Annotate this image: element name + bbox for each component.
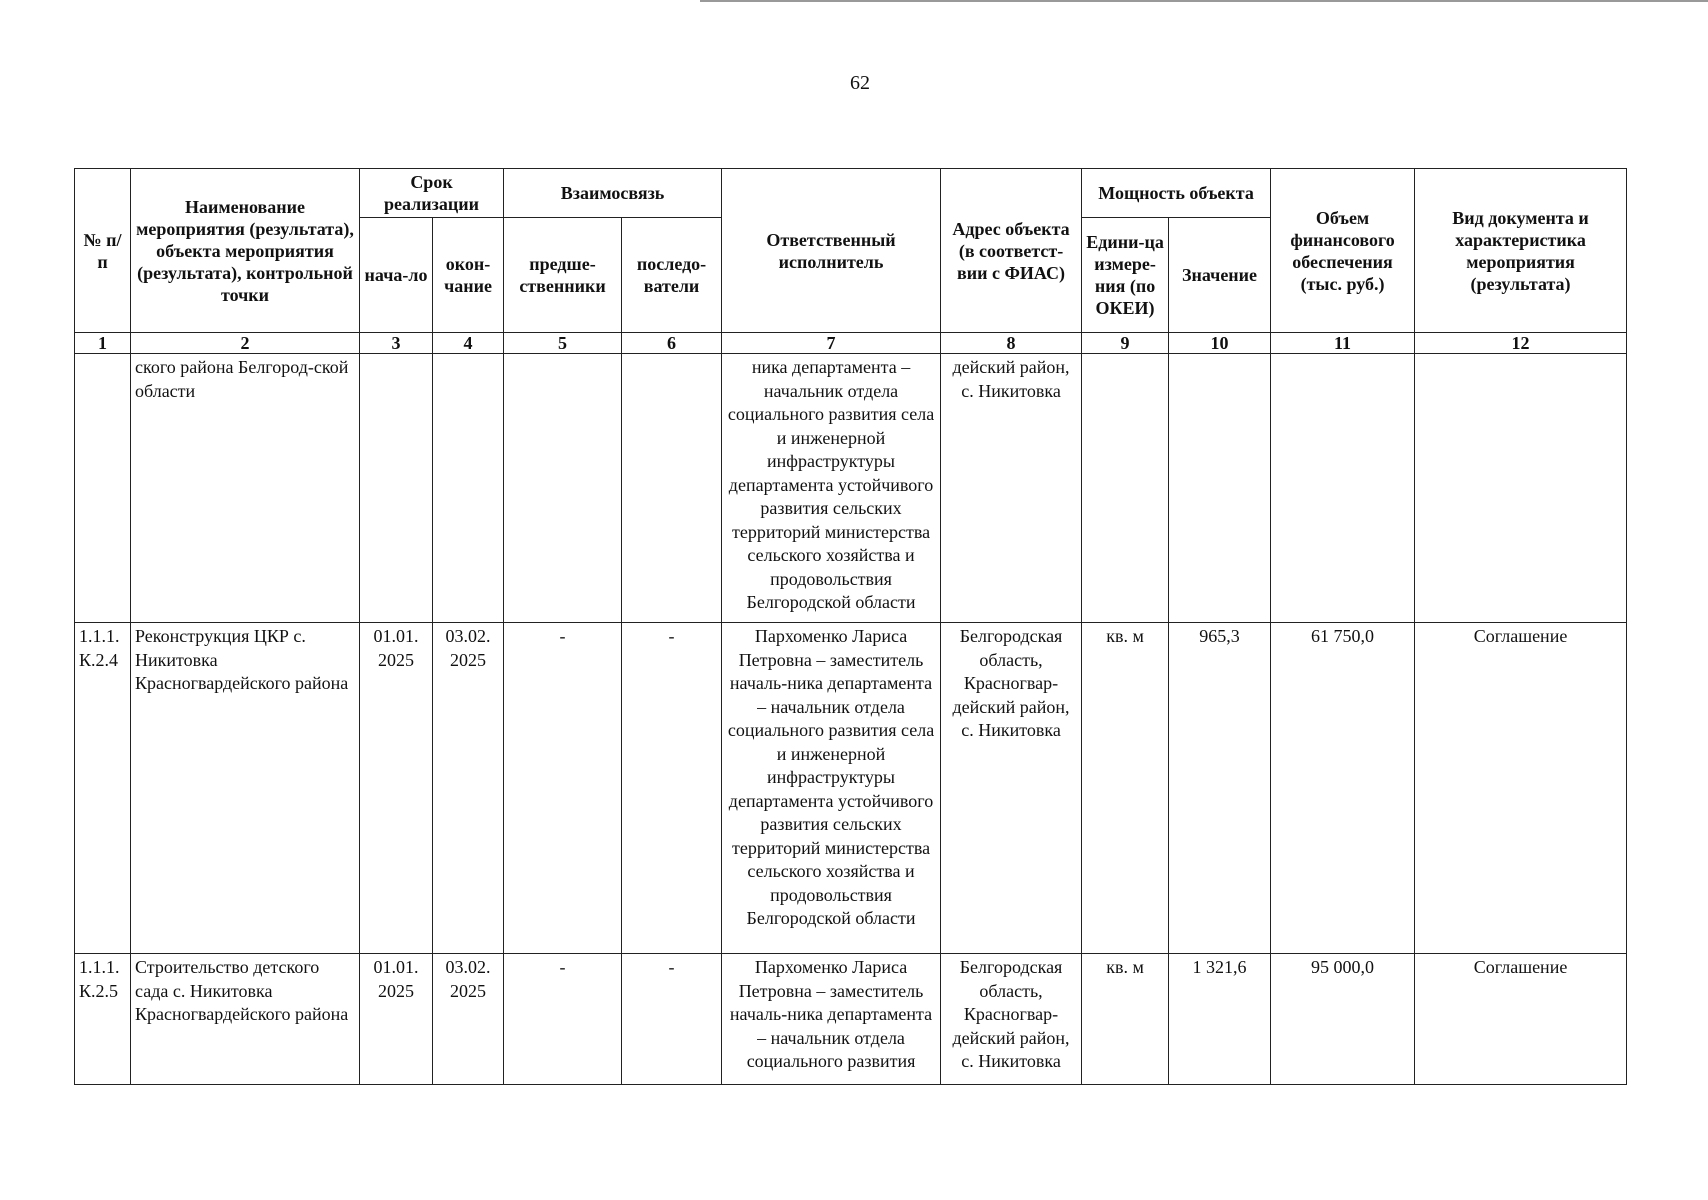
table-row (75, 354, 1627, 623)
header-num: № п/п (75, 169, 131, 333)
header-predecessors: предше-ственники (504, 218, 622, 333)
header-document: Вид документа и характеристика мероприятия (результата) (1415, 169, 1627, 333)
cell-predecessors: - (504, 954, 622, 1085)
column-number: 9 (1082, 333, 1169, 354)
activities-table (74, 168, 1627, 1085)
column-number: 11 (1271, 333, 1415, 354)
header-start: нача-ло (360, 218, 433, 333)
header-responsible: Ответственный исполнитель (722, 169, 941, 333)
column-number: 4 (433, 333, 504, 354)
table-row (75, 623, 1627, 954)
cell-end: 03.02. 2025 (433, 623, 504, 954)
column-number: 8 (941, 333, 1082, 354)
column-number: 7 (722, 333, 941, 354)
cell-finance: 61 750,0 (1271, 623, 1415, 954)
cell-unit (1082, 354, 1169, 623)
cell-address: Белгородская область, Красногвар-дейский район, с. Никитовка (941, 954, 1082, 1085)
cell-finance: 95 000,0 (1271, 954, 1415, 1085)
cell-successors (622, 354, 722, 623)
header-row-1 (75, 169, 1627, 218)
cell-num: 1.1.1. К.2.5 (75, 954, 131, 1085)
header-end: окон-чание (433, 218, 504, 333)
cell-predecessors (504, 354, 622, 623)
header-finance: Объем финансового обеспечения (тыс. руб.) (1271, 169, 1415, 333)
cell-predecessors: - (504, 623, 622, 954)
cell-successors: - (622, 623, 722, 954)
column-number: 2 (131, 333, 360, 354)
cell-unit: кв. м (1082, 623, 1169, 954)
cell-document (1415, 354, 1627, 623)
cell-name: Строительство детского сада с. Никитовка Красногвардейского района (131, 954, 360, 1085)
cell-start: 01.01. 2025 (360, 954, 433, 1085)
header-capacity: Мощность объекта (1082, 169, 1271, 218)
column-number: 10 (1169, 333, 1271, 354)
cell-end: 03.02. 2025 (433, 954, 504, 1085)
column-number: 5 (504, 333, 622, 354)
cell-name: ского района Белгород-ской области (131, 354, 360, 623)
cell-document: Соглашение (1415, 954, 1627, 1085)
column-number: 1 (75, 333, 131, 354)
cell-end (433, 354, 504, 623)
cell-num: 1.1.1. К.2.4 (75, 623, 131, 954)
header-name: Наименование мероприятия (результата), объекта мероприятия (результата), контрольной точки (131, 169, 360, 333)
header-successors: последо-ватели (622, 218, 722, 333)
header-value: Значение (1169, 218, 1271, 333)
header-period: Срок реализации (360, 169, 504, 218)
header-address: Адрес объекта (в соответст-вии с ФИАС) (941, 169, 1082, 333)
cell-name: Реконструкция ЦКР с. Никитовка Красногвардейского района (131, 623, 360, 954)
cell-address: Белгородская область, Красногвар-дейский район, с. Никитовка (941, 623, 1082, 954)
cell-start (360, 354, 433, 623)
column-number-row (75, 333, 1627, 354)
scan-artifact-line (700, 0, 1708, 2)
column-number: 3 (360, 333, 433, 354)
column-number: 12 (1415, 333, 1627, 354)
cell-num (75, 354, 131, 623)
cell-address: дейский район, с. Никитовка (941, 354, 1082, 623)
cell-value: 965,3 (1169, 623, 1271, 954)
header-unit: Едини-ца измере-ния (по ОКЕИ) (1082, 218, 1169, 333)
header-link: Взаимосвязь (504, 169, 722, 218)
cell-value: 1 321,6 (1169, 954, 1271, 1085)
cell-value (1169, 354, 1271, 623)
cell-responsible: Пархоменко Лариса Петровна – заместитель началь-ника департамента – начальник отдела социального развития (722, 954, 941, 1085)
column-number: 6 (622, 333, 722, 354)
table-row (75, 954, 1627, 1085)
cell-start: 01.01. 2025 (360, 623, 433, 954)
cell-document: Соглашение (1415, 623, 1627, 954)
cell-responsible: ника департамента – начальник отдела социального развития села и инженерной инфраструктуры департамента устойчивого развития сельских территорий министерства сельского хозяйства и продовольствия Белгородской области (722, 354, 941, 623)
cell-unit: кв. м (1082, 954, 1169, 1085)
cell-successors: - (622, 954, 722, 1085)
cell-finance (1271, 354, 1415, 623)
page-number: 62 (850, 72, 870, 94)
cell-responsible: Пархоменко Лариса Петровна – заместитель началь-ника департамента – начальник отдела социального развития села и инженерной инфраструктуры департамента устойчивого развития сельских территорий министерства сельского хозяйства и продовольствия Белгородской области (722, 623, 941, 954)
